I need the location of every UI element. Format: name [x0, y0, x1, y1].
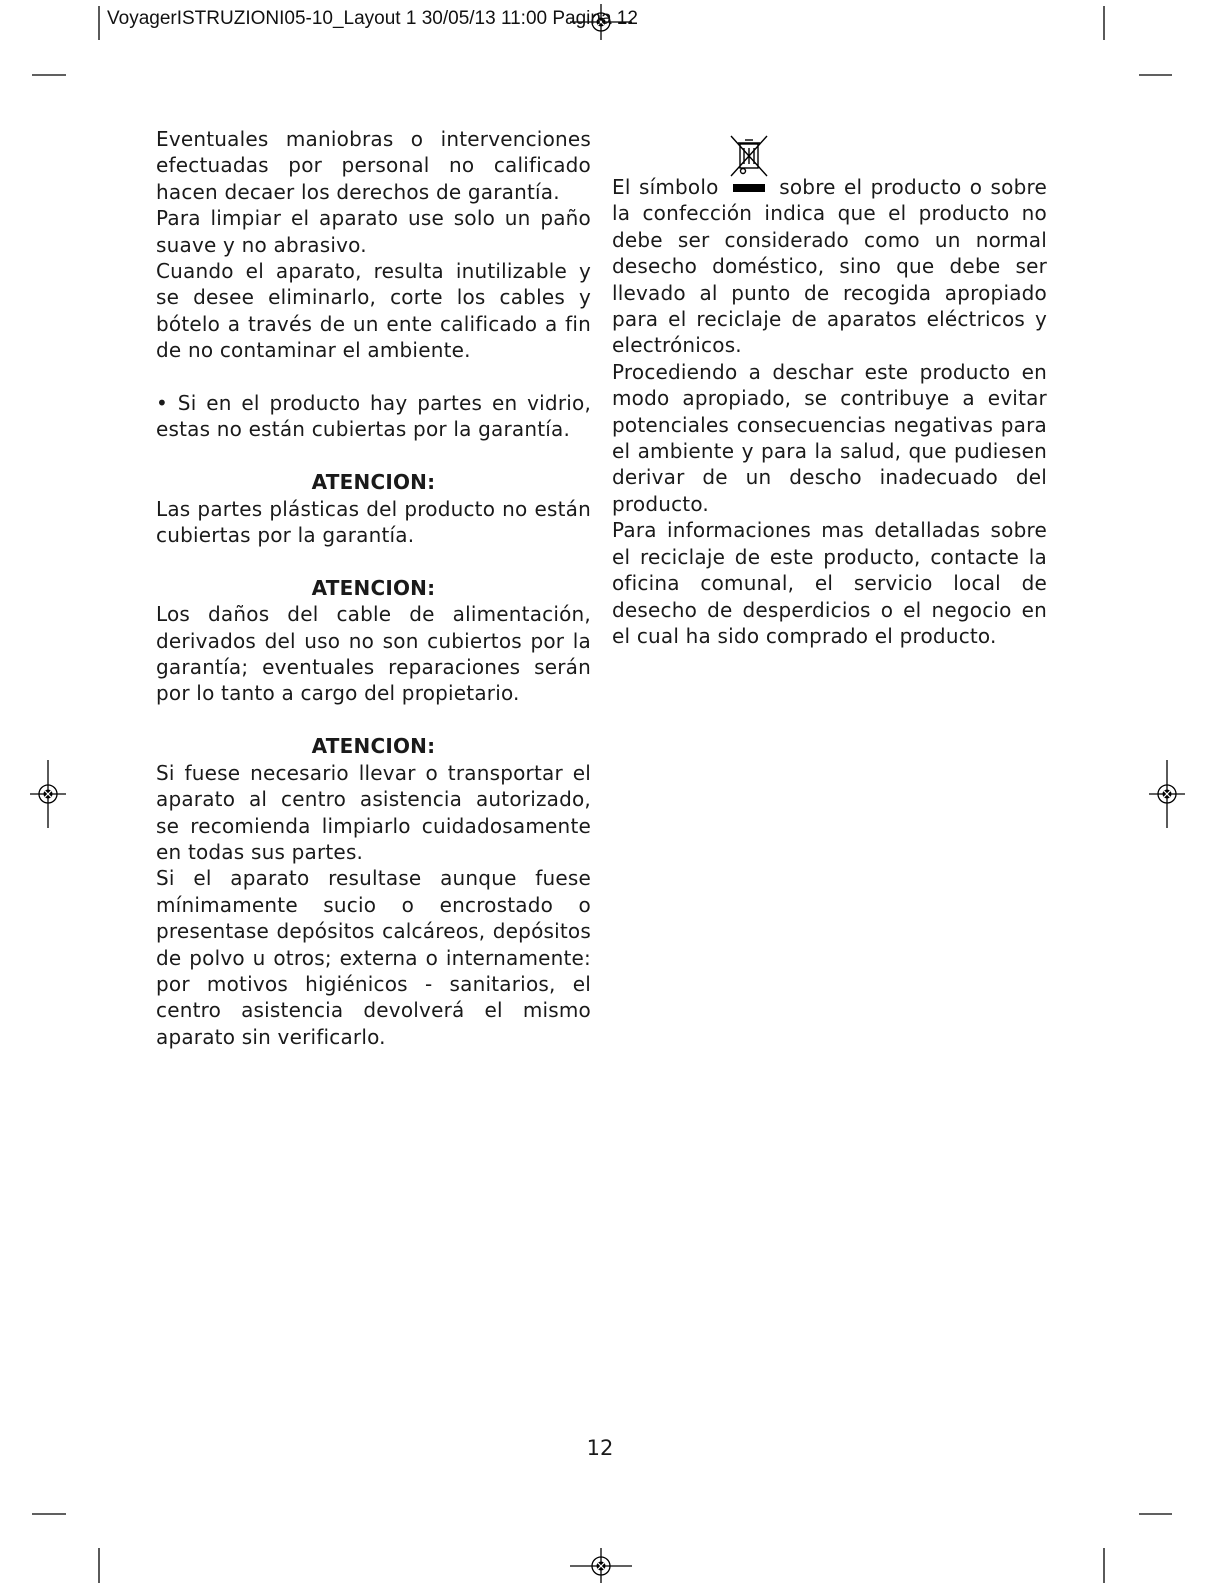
crossed-out-wheelie-bin-icon [727, 174, 771, 194]
paragraph-plastic-parts: Las partes plásticas del producto no están cubiertas por la garantía. [156, 496, 591, 548]
paragraph-cleaning: Para limpiar el aparato use solo un paño suave y no abrasivo. [156, 206, 591, 257]
symbol-prefix: El símbolo [612, 175, 719, 199]
bullet-glass-parts: • Si en el producto hay partes en vidrio, estas no están cubiertas por la garantía. [156, 391, 591, 442]
right-column [612, 174, 1047, 649]
page-number: 12 [586, 1436, 614, 1460]
symbol-suffix: sobre el producto o sobre la confección indica que el producto no debe ser considerado como un normal desecho doméstico, sino que debe ser llevado al punto de recogida apropiado para el reciclaje de aparatos eléctricos y electrónicos. [612, 175, 1047, 358]
paragraph-power-cable: Los daños del cable de alimentación, derivados del uso no son cubiertos por la garantía; eventuales reparaciones serán por lo tanto a cargo del propietario. [156, 602, 591, 706]
heading-attention-3: ATENCION: [311, 734, 436, 759]
heading-attention-1: ATENCION: [311, 470, 436, 495]
heading-attention-2: ATENCION: [311, 575, 436, 600]
paragraph-proper-disposal: Procediendo a deschar este producto en modo apropiado, se contribuye a evitar potenciales consecuencias negativas para el ambiente y para la salud, que pudiesen derivar de un descho inadecuado del producto. [612, 359, 1047, 516]
left-column [156, 126, 591, 1050]
paragraph-weee-symbol [612, 174, 1047, 359]
print-slug: VoyagerISTRUZIONI05-10_Layout 1 30/05/13 11:00 Pagina 12 [107, 8, 638, 29]
paragraph-disposal: Cuando el aparato, resulta inutilizable y se desee eliminarlo, corte los cables y bótelo a través de un ente calificado a fin de no contaminar el ambiente. [156, 259, 591, 363]
paragraph-transport: Si fuese necesario llevar o transportar el aparato al centro asistencia autorizado, se recomienda limpiarlo cuidadosamente en todas sus partes. [156, 760, 591, 864]
paragraph-dirty-appliance: Si el aparato resultase aunque fuese mínimamente sucio o encrostado o presentase depósitos calcáreos, depósitos de polvo u otros; externa o internamente: por motivos higiénicos - sanitarios, el centro asistencia devolverá el mismo aparato sin verificarlo. [156, 866, 591, 1049]
paragraph-more-info: Para informaciones mas detalladas sobre el reciclaje de este producto, contacte la oficina comunal, el servicio local de desecho de desperdicios o el negocio en el cual ha sido comprado el producto. [612, 518, 1047, 648]
paragraph-unauthorized-repairs: Eventuales maniobras o intervenciones efectuadas por personal no calificado hacen decaer los derechos de garantía. [156, 127, 591, 204]
